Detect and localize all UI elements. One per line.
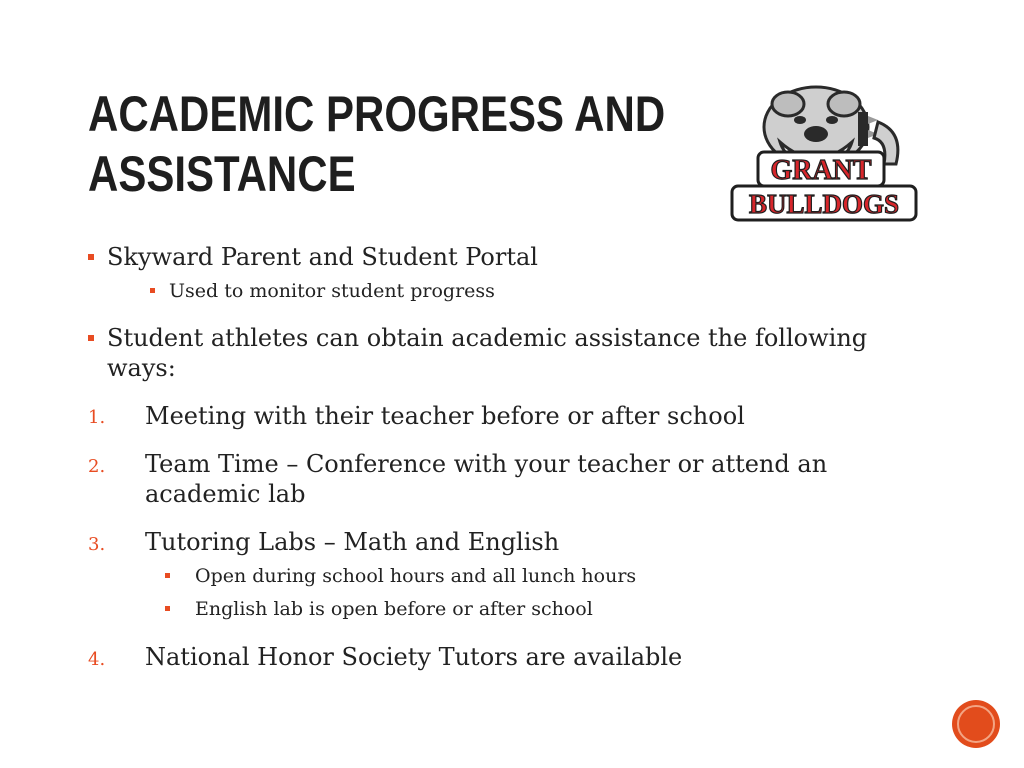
list-number: 2. xyxy=(88,456,106,477)
title-line-2: ASSISTANCE xyxy=(88,146,356,202)
list-number: 3. xyxy=(88,534,106,555)
slide-title xyxy=(88,84,666,204)
square-bullet-icon xyxy=(150,288,155,293)
list-item: English lab is open before or after school xyxy=(195,598,593,620)
bulldog-mascot-icon xyxy=(728,82,920,222)
list-number: 1. xyxy=(88,407,106,428)
numbered-item: Meeting with their teacher before or after school xyxy=(145,402,745,430)
list-item: Open during school hours and all lunch hours xyxy=(195,565,637,587)
square-bullet-icon xyxy=(165,606,170,611)
list-number: 4. xyxy=(88,649,106,670)
numbered-item: Tutoring Labs – Math and English xyxy=(145,528,560,556)
square-bullet-icon xyxy=(88,254,94,260)
slide-nav-button[interactable] xyxy=(952,700,1000,748)
grant-bulldogs-logo xyxy=(728,82,920,222)
logo-text-grant: GRANT xyxy=(770,155,872,186)
logo-text-bulldogs: BULLDOGS xyxy=(748,189,900,219)
numbered-item: Team Time – Conference with your teacher or attend an xyxy=(145,450,828,478)
title-line-1: ACADEMIC PROGRESS AND xyxy=(88,86,666,142)
square-bullet-icon xyxy=(88,335,94,341)
list-item-continued: ways: xyxy=(107,354,176,382)
numbered-item: National Honor Society Tutors are available xyxy=(145,643,683,671)
circle-ring-icon xyxy=(957,705,995,743)
list-item: Skyward Parent and Student Portal xyxy=(107,243,538,271)
list-item: Student athletes can obtain academic assistance the following xyxy=(107,324,868,352)
numbered-item-continued: academic lab xyxy=(145,480,306,508)
square-bullet-icon xyxy=(165,573,170,578)
list-item: Used to monitor student progress xyxy=(169,280,495,302)
